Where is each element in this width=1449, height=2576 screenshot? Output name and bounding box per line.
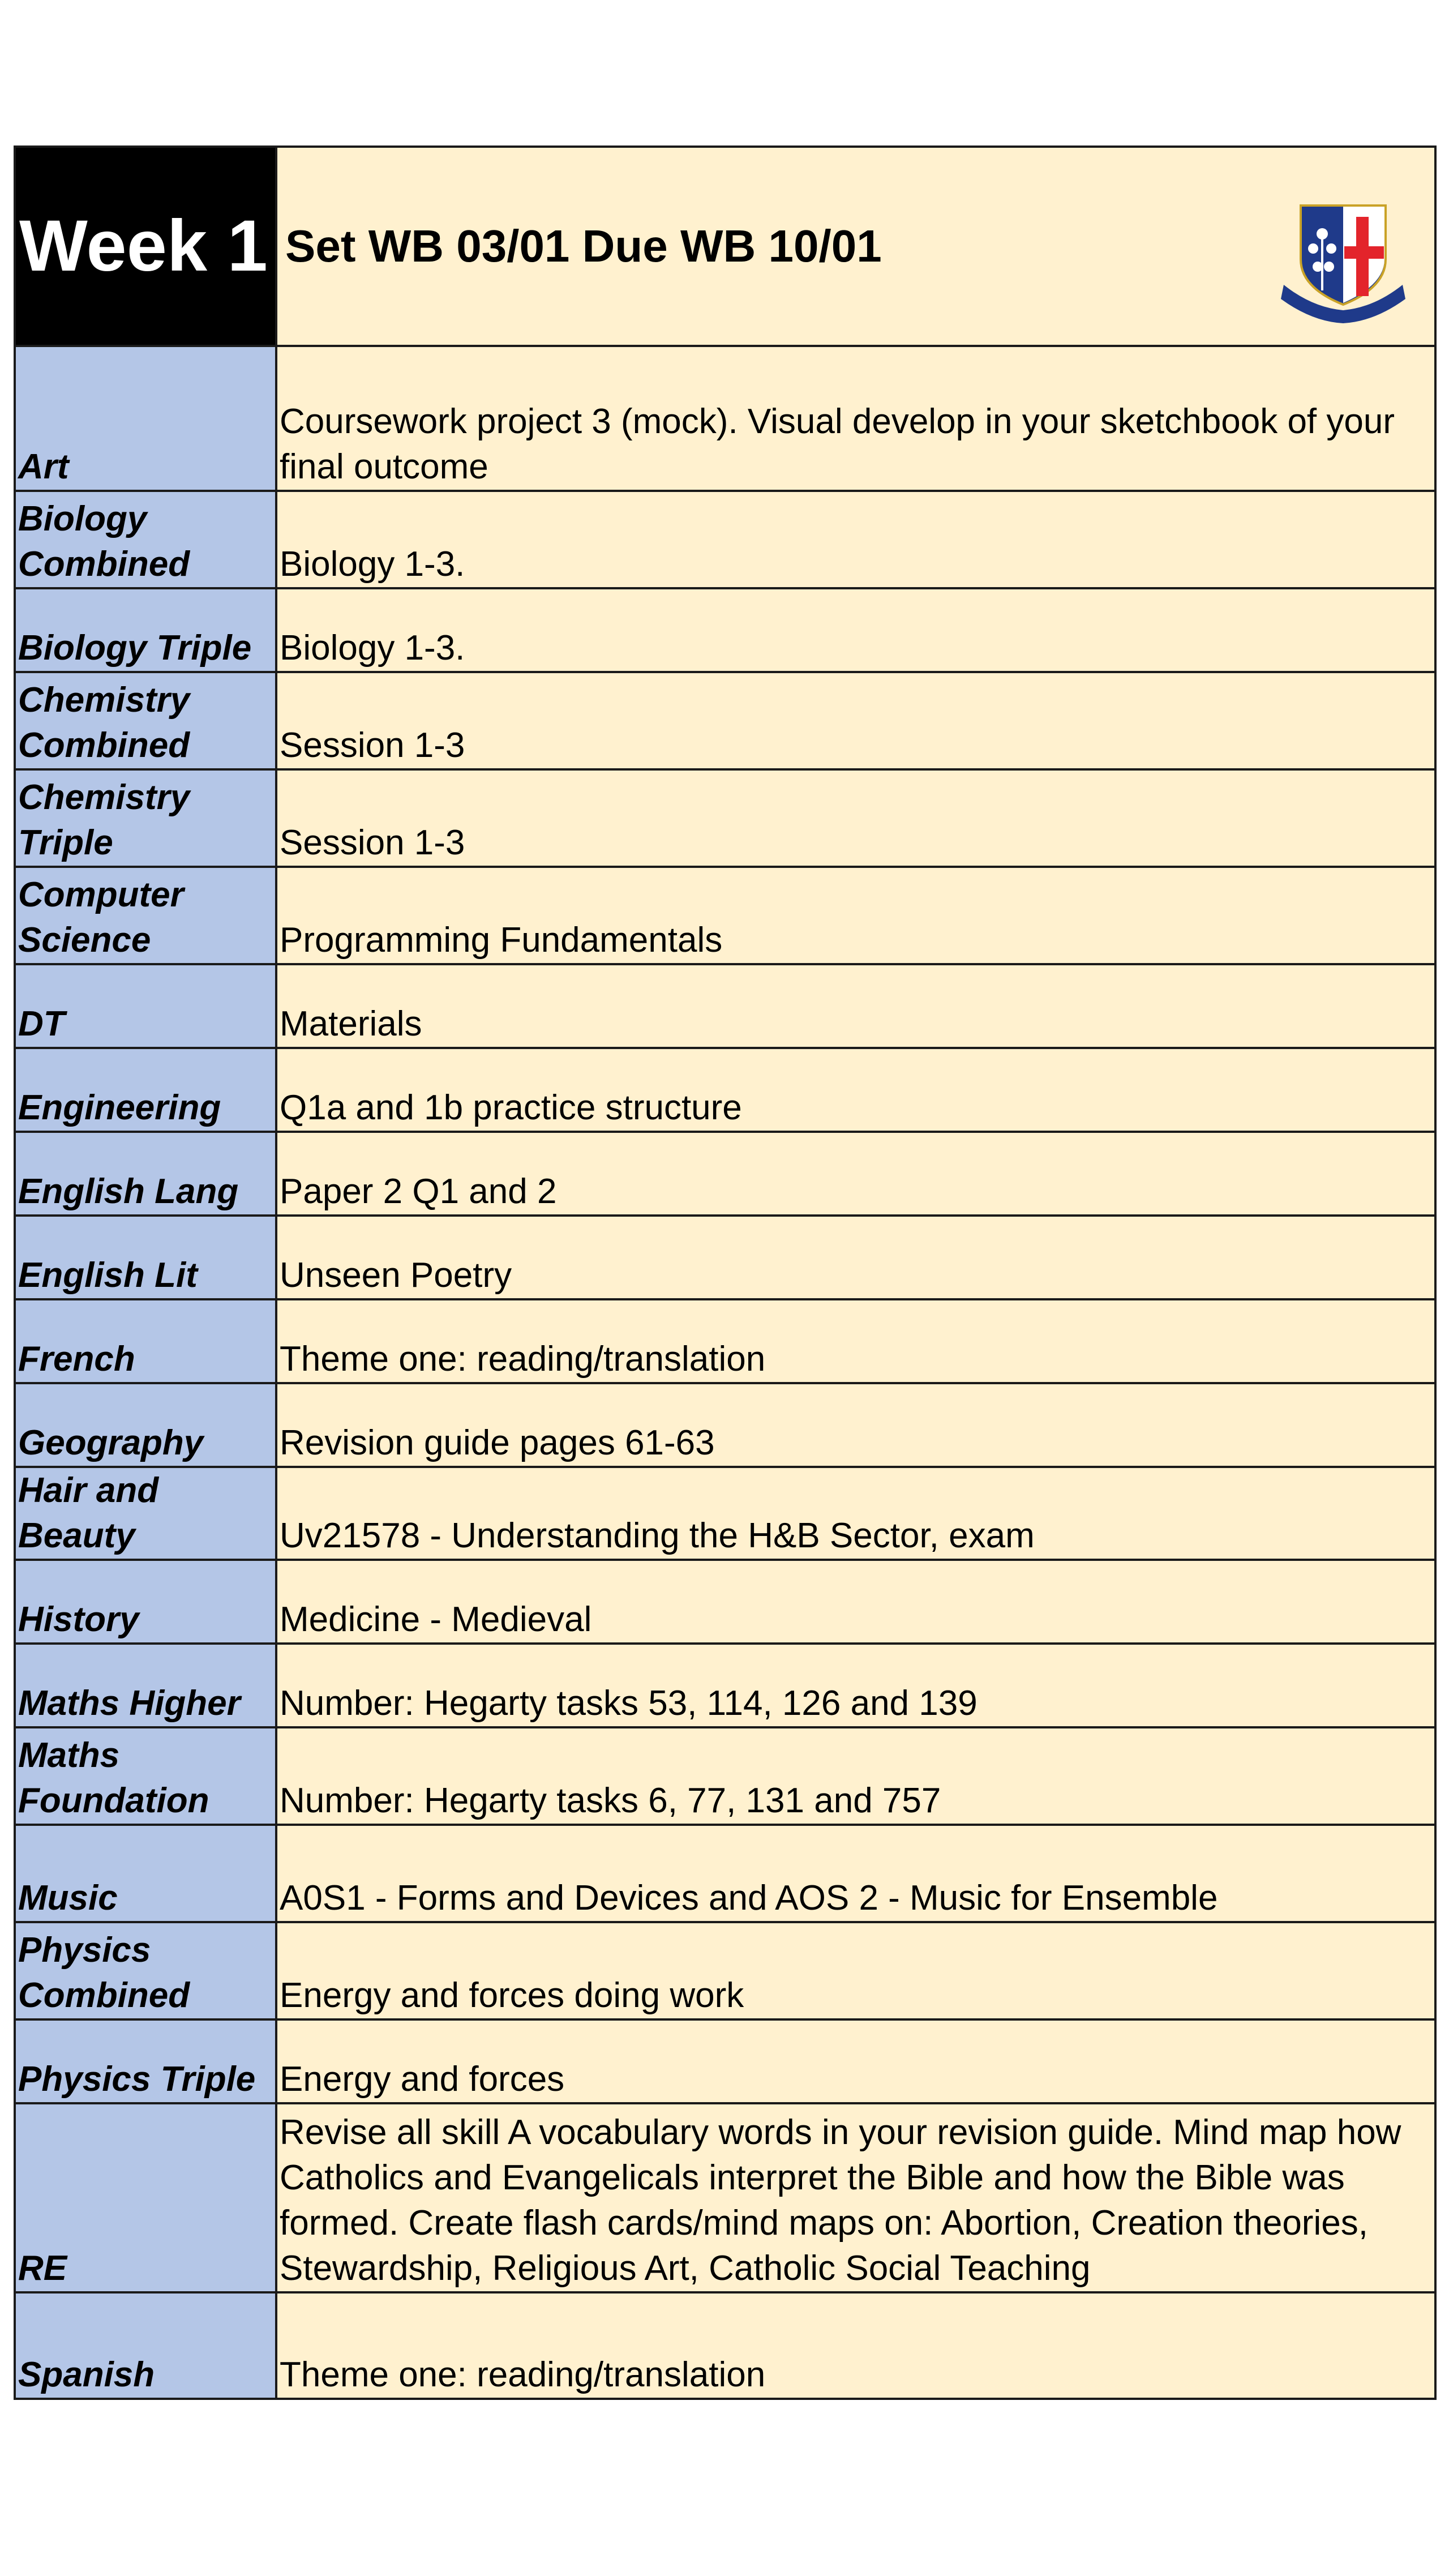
- table-row: [15, 346, 1435, 491]
- set-due-dates: Set WB 03/01 Due WB 10/01: [285, 221, 882, 271]
- table-row: [15, 1383, 1435, 1467]
- task-cell: Number: Hegarty tasks 53, 114, 126 and 139: [276, 1644, 1435, 1727]
- subject-cell: Engineering: [15, 1048, 276, 1132]
- subject-cell: Maths Higher: [15, 1644, 276, 1727]
- subject-cell: Spanish: [15, 2292, 276, 2399]
- subject-cell: History: [15, 1560, 276, 1644]
- table-row: [15, 769, 1435, 867]
- table-row: [15, 1922, 1435, 2019]
- subject-cell: DT: [15, 964, 276, 1048]
- task-cell: Revision guide pages 61-63: [276, 1383, 1435, 1467]
- table-row: [15, 2292, 1435, 2399]
- table-row: [15, 1644, 1435, 1727]
- task-cell: Medicine - Medieval: [276, 1560, 1435, 1644]
- task-cell: Q1a and 1b practice structure: [276, 1048, 1435, 1132]
- subject-cell: Hair and Beauty: [15, 1467, 276, 1560]
- task-cell: Energy and forces doing work: [276, 1922, 1435, 2019]
- task-cell: Session 1-3: [276, 672, 1435, 769]
- subject-cell: Maths Foundation: [15, 1727, 276, 1825]
- subject-cell: English Lit: [15, 1216, 276, 1299]
- subject-cell: Music: [15, 1825, 276, 1922]
- subject-cell: Geography: [15, 1383, 276, 1467]
- table-row: [15, 1727, 1435, 1825]
- task-cell: Paper 2 Q1 and 2: [276, 1132, 1435, 1216]
- task-cell: Revise all skill A vocabulary words in your revision guide. Mind map how Catholics and Evangelicals interpret the Bible and how the Bible was formed. Create flash cards/mind maps on: Abortion, Creation theories, Stewardship, Religious Art, Catholic Social Teaching: [276, 2103, 1435, 2292]
- table-row: [15, 672, 1435, 769]
- table-row: [15, 1299, 1435, 1383]
- table-row: [15, 867, 1435, 964]
- table-row: [15, 964, 1435, 1048]
- school-crest-icon: [1278, 194, 1408, 324]
- table-row: [15, 1048, 1435, 1132]
- subject-cell: English Lang: [15, 1132, 276, 1216]
- subject-cell: Chemistry Combined: [15, 672, 276, 769]
- subject-cell: Art: [15, 346, 276, 491]
- task-cell: Materials: [276, 964, 1435, 1048]
- subject-cell: Biology Combined: [15, 491, 276, 588]
- task-cell: Unseen Poetry: [276, 1216, 1435, 1299]
- subject-cell: Biology Triple: [15, 588, 276, 672]
- subject-cell: Computer Science: [15, 867, 276, 964]
- task-cell: Theme one: reading/translation: [276, 1299, 1435, 1383]
- table-row: [15, 1132, 1435, 1216]
- task-cell: Biology 1-3.: [276, 491, 1435, 588]
- task-cell: Energy and forces: [276, 2019, 1435, 2103]
- week-title: Week 1: [15, 147, 276, 346]
- task-cell: Coursework project 3 (mock). Visual develop in your sketchbook of your final outcome: [276, 346, 1435, 491]
- homework-table: [14, 146, 1437, 2400]
- task-cell: Theme one: reading/translation: [276, 2292, 1435, 2399]
- table-row: [15, 1216, 1435, 1299]
- table-row: [15, 588, 1435, 672]
- subject-cell: RE: [15, 2103, 276, 2292]
- subject-cell: Chemistry Triple: [15, 769, 276, 867]
- task-cell: Uv21578 - Understanding the H&B Sector, exam: [276, 1467, 1435, 1560]
- table-row: [15, 1825, 1435, 1922]
- task-cell: Programming Fundamentals: [276, 867, 1435, 964]
- subject-cell: Physics Combined: [15, 1922, 276, 2019]
- table-row: [15, 1467, 1435, 1560]
- task-cell: Biology 1-3.: [276, 588, 1435, 672]
- table-row: [15, 1560, 1435, 1644]
- due-dates-cell: [276, 147, 1435, 346]
- task-cell: A0S1 - Forms and Devices and AOS 2 - Music for Ensemble: [276, 1825, 1435, 1922]
- table-row: [15, 491, 1435, 588]
- subject-cell: Physics Triple: [15, 2019, 276, 2103]
- header-row: [15, 147, 1435, 346]
- subject-cell: French: [15, 1299, 276, 1383]
- task-cell: Number: Hegarty tasks 6, 77, 131 and 757: [276, 1727, 1435, 1825]
- table-row: [15, 2019, 1435, 2103]
- table-row: [15, 2103, 1435, 2292]
- task-cell: Session 1-3: [276, 769, 1435, 867]
